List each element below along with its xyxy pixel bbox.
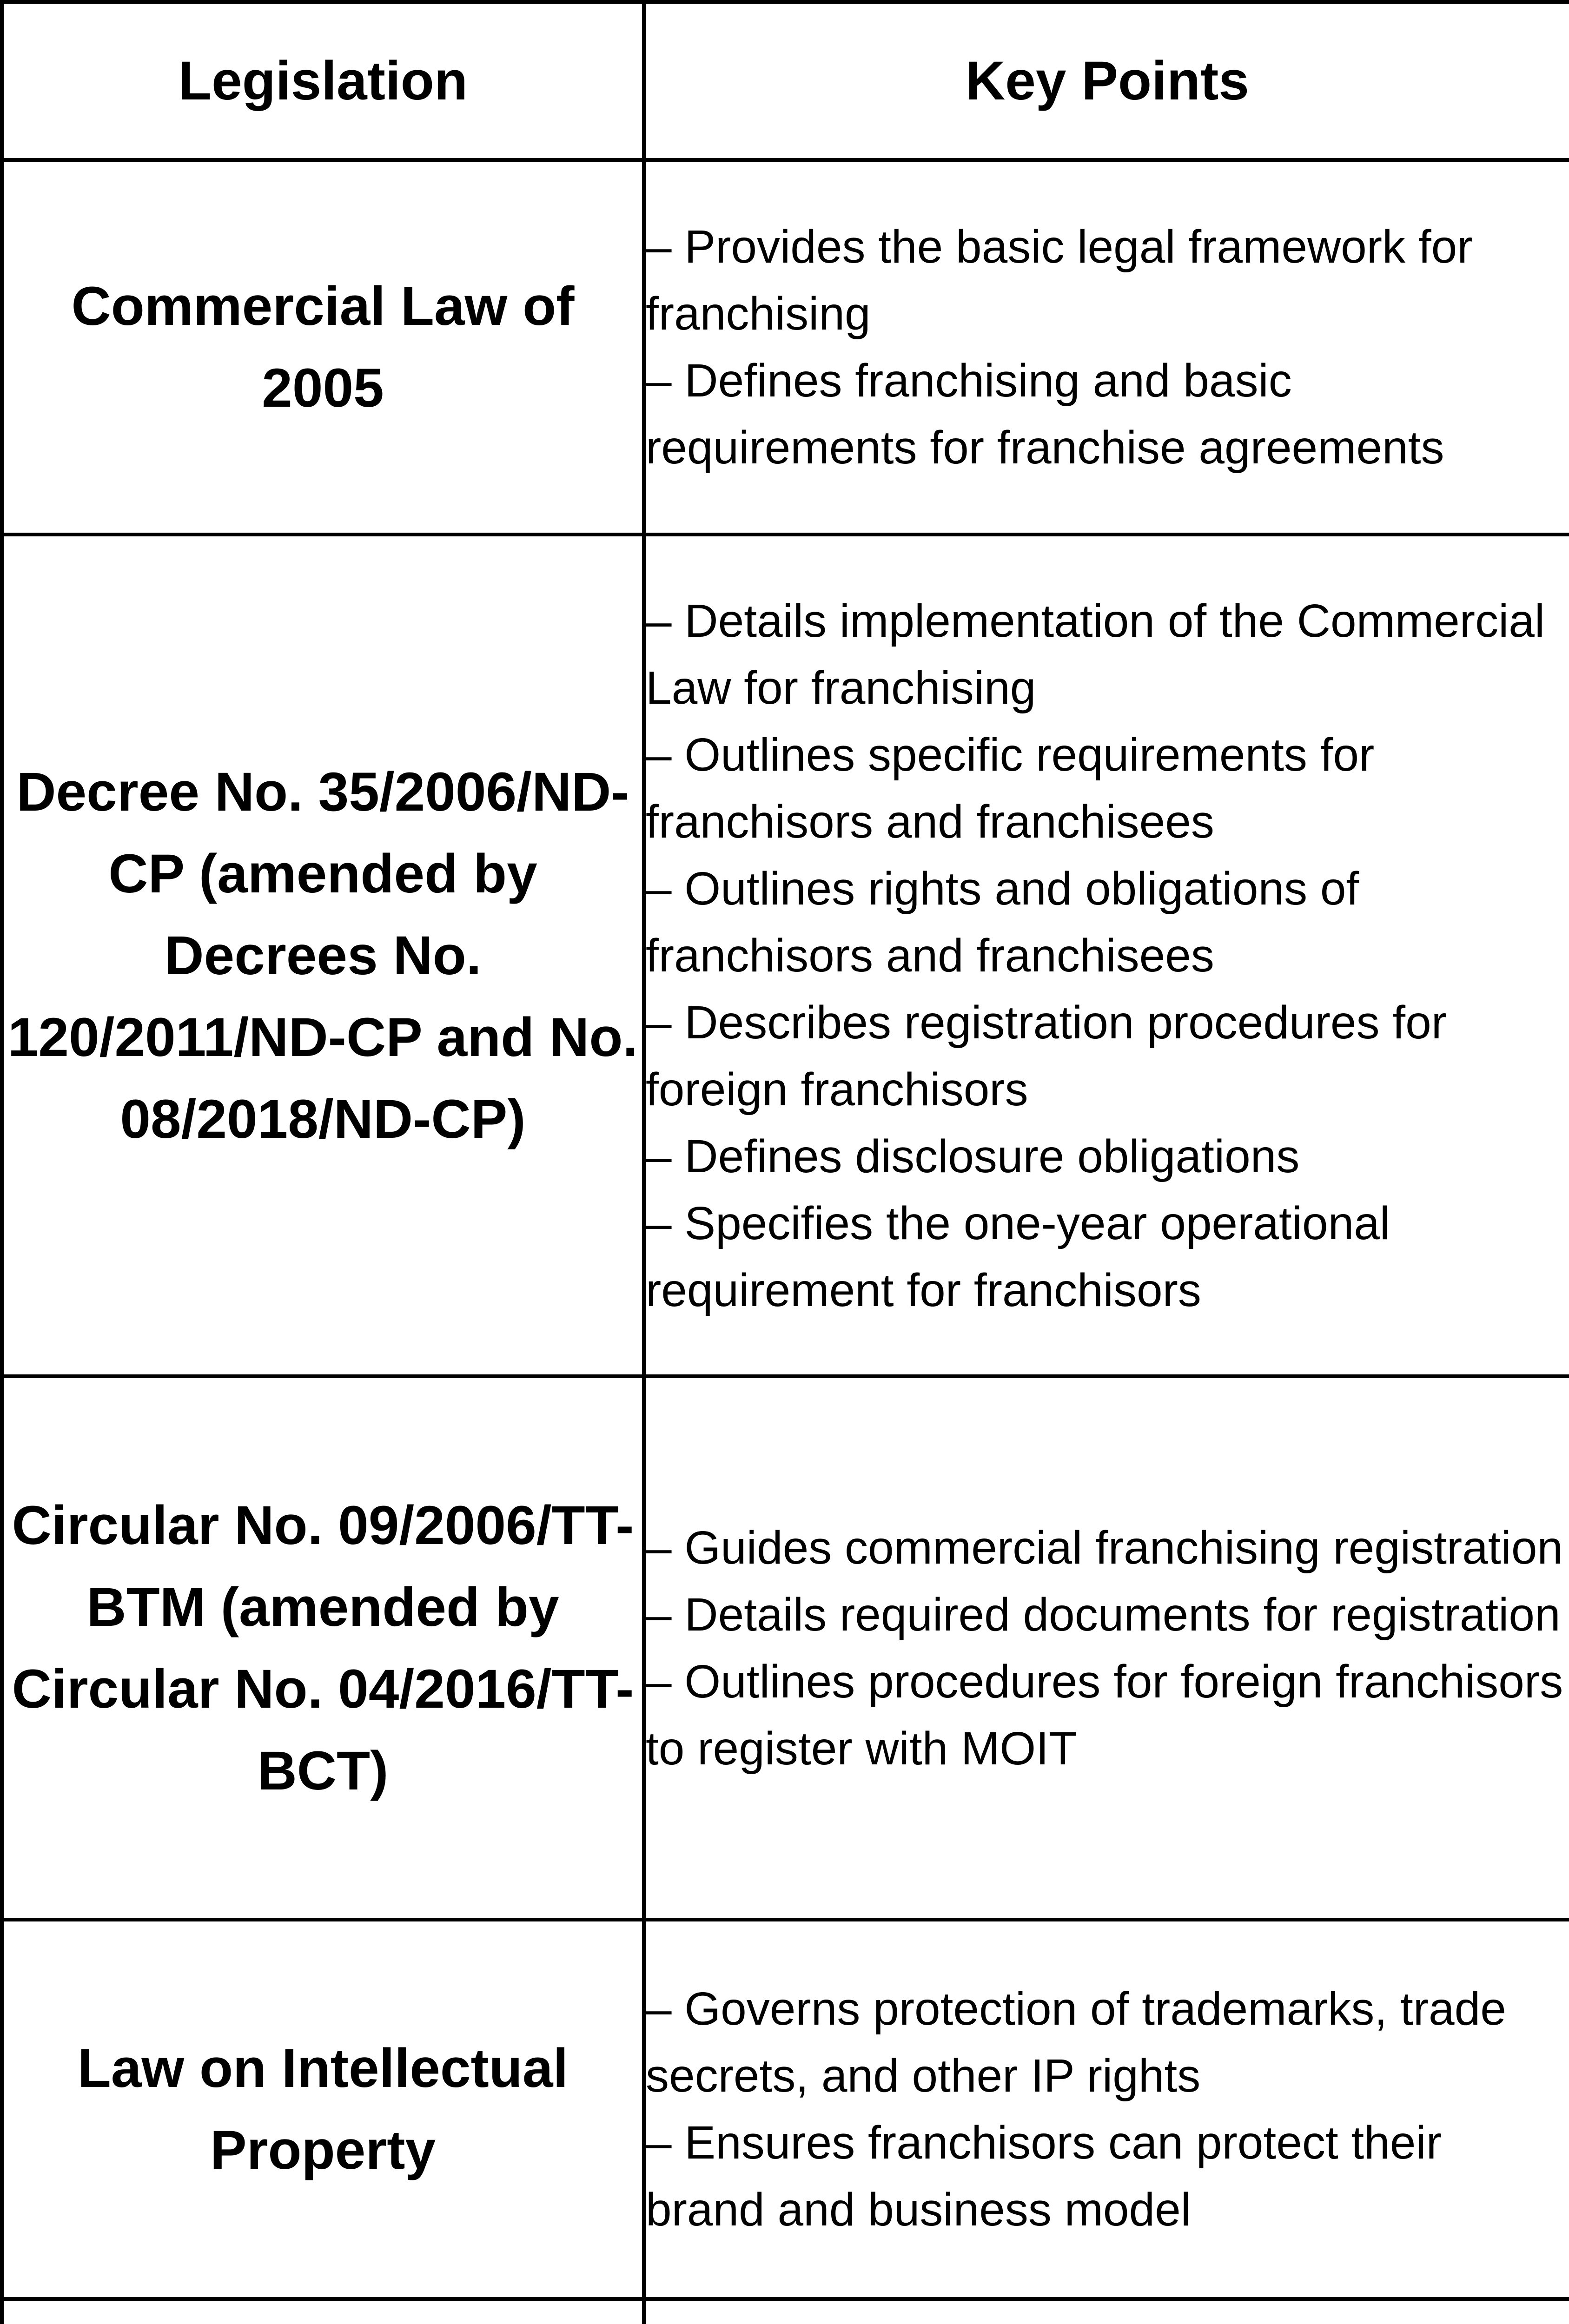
key-point: – Specifies the one-year operational requirement for franchisors: [646, 1197, 1390, 1316]
key-point: – Defines franchising and basic requirements for franchise agreements: [646, 355, 1444, 474]
key-points-list: [646, 588, 1569, 1324]
legislation-name: [2, 2299, 644, 2324]
key-points-cell: [644, 1920, 1569, 2299]
header-key-points: Key Points: [644, 2, 1569, 160]
key-points-cell: [644, 160, 1569, 535]
table-header-row: [2, 2, 1569, 160]
key-point: – Provides the basic legal framework for franchising: [646, 221, 1473, 340]
key-point: – Outlines rights and obligations of franchisors and franchisees: [646, 862, 1359, 982]
table-row: [2, 535, 1569, 1376]
key-point: – Outlines procedures for foreign franchisors to register with MOIT: [646, 1655, 1563, 1775]
key-points-cell: [644, 535, 1569, 1376]
key-points-list: [646, 1514, 1569, 1782]
table-row: [2, 1920, 1569, 2299]
legislation-name: Circular No. 09/2006/TT-BTM (amended by Circular No. 04/2016/TT-BCT): [2, 1376, 644, 1920]
legislation-name: Decree No. 35/2006/ND-CP (amended by Decrees No. 120/2011/ND-CP and No. 08/2018/ND-CP): [2, 535, 644, 1376]
key-point: – Governs protection of trademarks, trade secrets, and other IP rights: [646, 1983, 1506, 2102]
key-point: – Details implementation of the Commercial Law for franchising: [646, 594, 1545, 714]
key-points-cell: [644, 1376, 1569, 1920]
table-row: [2, 1376, 1569, 1920]
legislation-name: Law on Intellectual Property: [2, 1920, 644, 2299]
key-points-cell: [644, 2299, 1569, 2324]
table-row: [2, 2299, 1569, 2324]
key-point: – Guides commercial franchising registration: [646, 1521, 1563, 1574]
legislation-name: Commercial Law of 2005: [2, 160, 644, 535]
key-point: – Describes registration procedures for foreign franchisors: [646, 996, 1447, 1116]
key-point: – Ensures franchisors can protect their brand and business model: [646, 2117, 1442, 2236]
key-point: – Defines disclosure obligations: [646, 1130, 1300, 1182]
key-points-list: [646, 213, 1569, 481]
table-row: [2, 160, 1569, 535]
key-point: – Outlines specific requirements for franchisors and franchisees: [646, 728, 1375, 848]
key-point: – Details required documents for registration: [646, 1588, 1561, 1641]
key-points-list: [646, 1975, 1569, 2243]
header-legislation: Legislation: [2, 2, 644, 160]
